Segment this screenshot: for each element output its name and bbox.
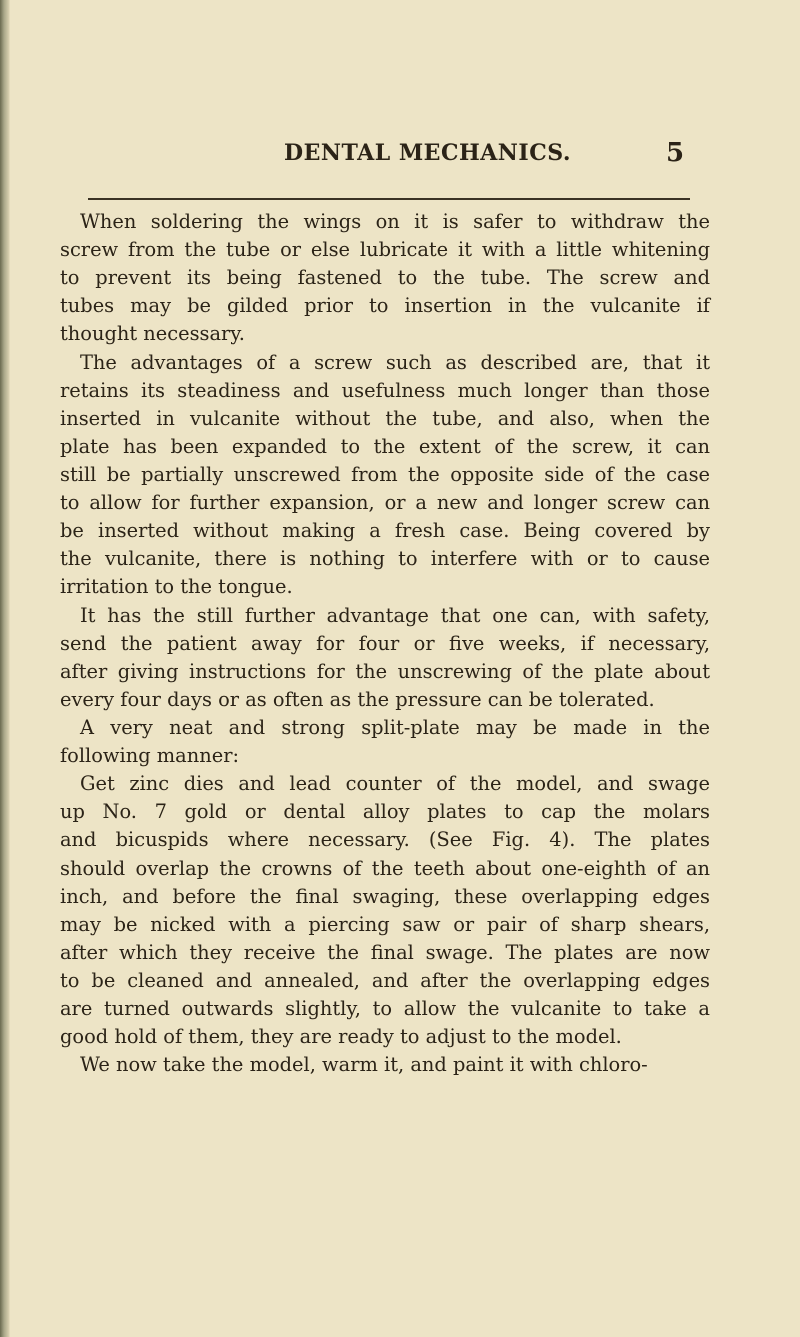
text-line: inserted in vulcanite without the tube, and also, when the: [60, 406, 710, 430]
text-line: up No. 7 gold or dental alloy plates to cap the molars: [60, 800, 710, 824]
text-line: after which they receive the final swage. The plates are now: [60, 940, 710, 964]
page-header: [0, 140, 800, 172]
page-number: 5: [666, 138, 685, 168]
text-line: the vulcanite, there is nothing to interfere with or to cause: [60, 547, 710, 571]
text-line: to allow for further expansion, or a new and longer screw can: [60, 491, 710, 515]
text-line: still be partially unscrewed from the opposite side of the case: [60, 462, 710, 486]
page-gutter-shadow: [0, 0, 10, 1337]
text-line: and bicuspids where necessary. (See Fig. 4). The plates: [60, 828, 710, 852]
header-rule: [88, 198, 690, 200]
text-line: after giving instructions for the unscrewing of the plate about: [60, 659, 710, 683]
text-line: may be nicked with a piercing saw or pair of sharp shears,: [60, 912, 710, 936]
text-line: to prevent its being fastened to the tube. The screw and: [60, 266, 710, 290]
text-line: to be cleaned and annealed, and after the overlapping edges: [60, 968, 710, 992]
text-line: irritation to the tongue.: [60, 575, 293, 599]
text-line: following manner:: [60, 744, 239, 768]
text-line: thought necessary.: [60, 322, 245, 346]
text-line: send the patient away for four or five weeks, if necessary,: [60, 631, 710, 655]
body-text: [60, 208, 710, 1079]
text-line: We now take the model, warm it, and paint it with chloro-: [80, 1053, 648, 1077]
text-line: It has the still further advantage that one can, with safety,: [80, 603, 710, 627]
text-line: A very neat and strong split-plate may be made in the: [80, 715, 710, 739]
text-line: are turned outwards slightly, to allow the vulcanite to take a: [60, 997, 710, 1021]
text-line: screw from the tube or else lubricate it with a little whitening: [60, 238, 710, 262]
text-line: retains its steadiness and usefulness much longer than those: [60, 378, 710, 402]
text-line: be inserted without making a fresh case. Being covered by: [60, 519, 710, 543]
running-head: DENTAL MECHANICS.: [284, 140, 571, 166]
text-line: inch, and before the final swaging, these overlapping edges: [60, 884, 710, 908]
text-line: tubes may be gilded prior to insertion in the vulcanite if: [60, 294, 710, 318]
text-line: The advantages of a screw such as described are, that it: [80, 350, 710, 374]
text-line: should overlap the crowns of the teeth about one-eighth of an: [60, 856, 710, 880]
text-line: Get zinc dies and lead counter of the model, and swage: [80, 772, 710, 796]
text-line: plate has been expanded to the extent of the screw, it can: [60, 434, 710, 458]
text-line: every four days or as often as the pressure can be tolerated.: [60, 687, 655, 711]
text-line: When soldering the wings on it is safer to withdraw the: [80, 210, 710, 233]
text-line: good hold of them, they are ready to adjust to the model.: [60, 1025, 622, 1049]
